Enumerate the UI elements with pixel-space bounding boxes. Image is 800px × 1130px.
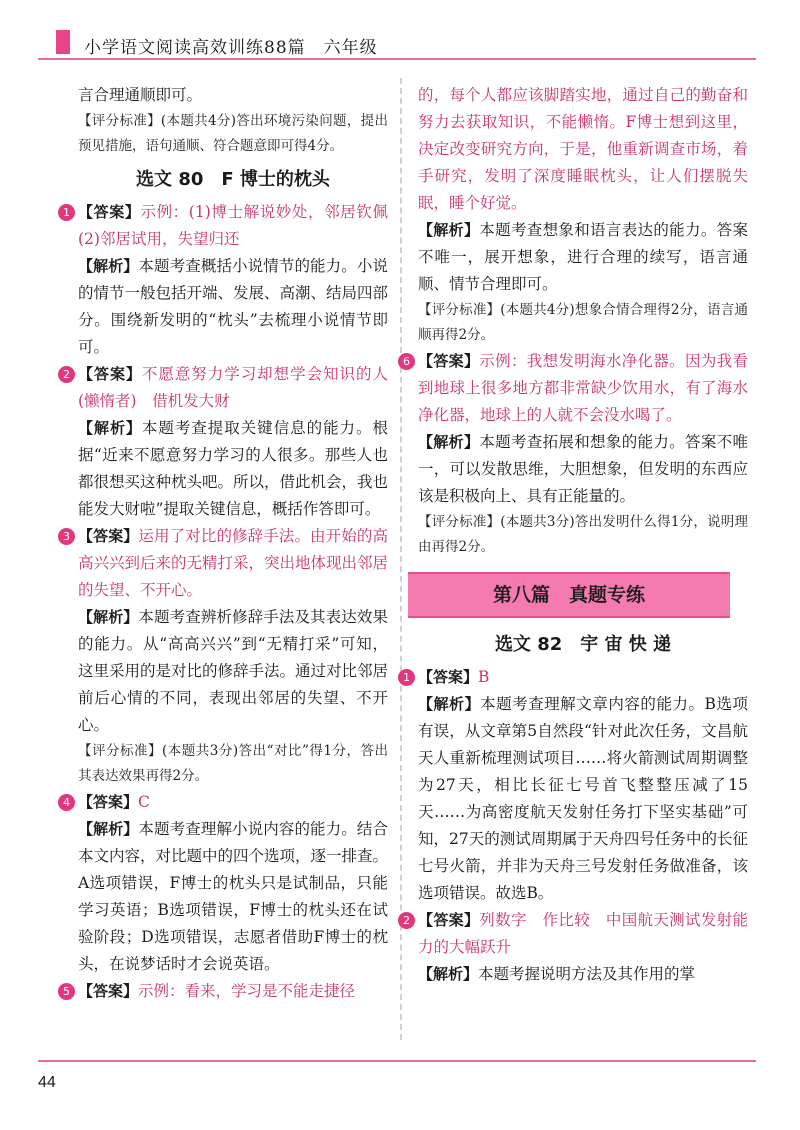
analysis-label: 【解析】 xyxy=(78,419,142,437)
question-item xyxy=(403,348,748,560)
analysis-label: 【解析】 xyxy=(418,695,481,713)
analysis-paragraph xyxy=(418,961,748,988)
analysis-paragraph xyxy=(418,691,748,907)
analysis-text: 本题考查理解小说内容的能力。结合本文内容，对比题中的四个选项，逐一排查。A选项错误，F博士的枕头只是试制品，只能学习英语；B选项错误，F博士的枕头还在试验阶段；D选项错误，志愿者借助F博士的枕头，在说梦话时才会说英语。 xyxy=(78,820,389,973)
analysis-text: 本题考查想象和语言表达的能力。答案不唯一，展开想象，进行合理的续写，语言通顺、情节合理即可。 xyxy=(418,221,748,293)
question-number-badge: 2 xyxy=(398,912,415,929)
answer-paragraph xyxy=(418,907,748,961)
answer-text: 示例：(1)博士解说妙处，邻居钦佩 (2)邻居试用，失望归还 xyxy=(78,203,404,248)
answer-paragraph xyxy=(78,978,388,1005)
question-number-badge: 3 xyxy=(58,528,75,545)
question-item xyxy=(63,199,404,361)
analysis-text: 本题考查概括小说情节的能力。小说的情节一般包括开端、发展、高潮、结局四部分。围绕新发明的“枕头”去梳理小说情节即可。 xyxy=(78,257,389,356)
right-column xyxy=(403,82,748,988)
analysis-text: 本题考查拓展和想象的能力。答案不唯一，可以发散思维，大胆想象，但发明的东西应该是积极向上、具有正能量的。 xyxy=(418,433,748,505)
answer-paragraph xyxy=(418,348,748,429)
answer-paragraph xyxy=(78,199,404,253)
scoring-standard: 【评分标准】(本题共3分)答出发明什么得1分，说明理由再得2分。 xyxy=(418,514,748,555)
analysis-label: 【解析】 xyxy=(418,221,480,239)
answer-text: C xyxy=(138,793,150,811)
chapter-banner: 第八篇 真题专练 xyxy=(408,572,730,618)
continued-answer-text: 的，每个人都应该脚踏实地，通过自己的勤奋和努力去获取知识，不能懒惰。F博士想到这里，决定改变研究方向，于是，他重新调查市场，着手研究，发明了深度睡眠枕头，让人们摆脱失眠，睡个好觉。 xyxy=(418,86,748,212)
header-accent-block xyxy=(56,30,70,54)
footer-rule xyxy=(38,1060,756,1062)
analysis-label: 【解析】 xyxy=(78,257,139,275)
answer-text: B xyxy=(478,668,490,686)
answer-label: 【答案】 xyxy=(78,365,142,383)
analysis-label: 【解析】 xyxy=(418,965,479,983)
question-number-badge: 1 xyxy=(398,669,415,686)
book-title: 小学语文阅读高效训练88篇 六年级 xyxy=(84,38,378,58)
question-item xyxy=(63,978,388,1005)
left-column xyxy=(63,82,404,1005)
analysis-text: 本题考查理解文章内容的能力。B选项有误，从文章第5自然段“针对此次任务，文昌航天人重新梳理测试项目……将火箭测试周期调整为27天，相比长征七号首飞整整压减了15天……为高密度航天发射任务打下坚实基础”可知，27天的测试周期属于天舟四号任务中的长征七号火箭，并非为天舟三号发射任务做准备，该选项错误。故选B。 xyxy=(418,695,748,902)
question-number-badge: 1 xyxy=(58,204,75,221)
answer-text: 运用了对比的修辞手法。由开始的高高兴兴到后来的无精打采，突出地体现出邻居的失望、不开心。 xyxy=(78,527,389,599)
intro-scoring-standard: 【评分标准】(本题共4分)答出环境污染问题，提出预见措施，语句通顺、符合题意即可得4分。 xyxy=(78,113,388,154)
question-item xyxy=(63,789,389,978)
answer-paragraph xyxy=(78,361,388,415)
analysis-text: 本题考查辨析修辞手法及其表达效果的能力。从“高高兴兴”到“无精打采”可知，这里采用的是对比的修辞手法。通过对比邻居前后心情的不同，表现出邻居的失望、不开心。 xyxy=(78,608,389,734)
answer-paragraph xyxy=(418,664,748,691)
question-item xyxy=(63,361,389,523)
question-number-badge: 5 xyxy=(58,983,75,1000)
answer-label: 【答案】 xyxy=(78,982,139,1000)
analysis-paragraph xyxy=(78,604,388,739)
question-number-badge: 4 xyxy=(58,794,75,811)
analysis-paragraph xyxy=(418,217,748,298)
analysis-text: 本题考握说明方法及其作用的掌 xyxy=(478,965,696,983)
answer-label: 【答案】 xyxy=(418,352,480,370)
analysis-label: 【解析】 xyxy=(78,820,139,838)
analysis-paragraph xyxy=(78,415,388,523)
analysis-paragraph xyxy=(78,816,388,978)
answer-paragraph xyxy=(78,523,388,604)
answer-label: 【答案】 xyxy=(418,668,479,686)
analysis-paragraph xyxy=(418,429,748,510)
answer-text: 示例：我想发明海水净化器。因为我看到地球上很多地方都非常缺少饮用水，有了海水净化器，地球上的人就不会没水喝了。 xyxy=(418,352,748,424)
answer-text: 示例：看来，学习是不能走捷径 xyxy=(138,982,356,1000)
question-number-badge: 2 xyxy=(58,366,75,383)
scoring-standard: 【评分标准】(本题共3分)答出“对比”得1分，答出其表达效果再得2分。 xyxy=(78,743,388,784)
section-title-82: 选文 82 宇 宙 快 递 xyxy=(494,634,672,655)
analysis-label: 【解析】 xyxy=(78,608,139,626)
analysis-label: 【解析】 xyxy=(418,433,480,451)
question-item xyxy=(403,907,748,988)
answer-label: 【答案】 xyxy=(78,203,141,221)
answer-text: 列数字 作比较 中国航天测试发射能力的大幅跃升 xyxy=(418,911,748,956)
analysis-text: 本题考查提取关键信息的能力。根据“近来不愿意努力学习的人很多。那些人也都很想买这种枕头吧。所以，借此机会，我也能发大财啦”提取关键信息，概括作答即可。 xyxy=(78,419,389,518)
question-item xyxy=(63,523,389,789)
intro-line: 言合理通顺即可。 xyxy=(78,86,203,104)
question-number-badge: 6 xyxy=(398,353,415,370)
answer-label: 【答案】 xyxy=(78,793,139,811)
page-number: 44 xyxy=(38,1074,56,1091)
column-divider xyxy=(400,78,402,1040)
answer-label: 【答案】 xyxy=(418,911,480,929)
answer-text: 不愿意努力学习却想学会知识的人(懒惰者) 借机发大财 xyxy=(78,365,388,410)
scoring-standard: 【评分标准】(本题共4分)想象合情合理得2分，语言通顺再得2分。 xyxy=(418,302,748,343)
section-title-80: 选文 80 F 博士的枕头 xyxy=(136,169,330,190)
analysis-paragraph xyxy=(78,253,388,361)
question-item xyxy=(403,664,748,907)
answer-paragraph xyxy=(78,789,388,816)
answer-label: 【答案】 xyxy=(78,527,139,545)
